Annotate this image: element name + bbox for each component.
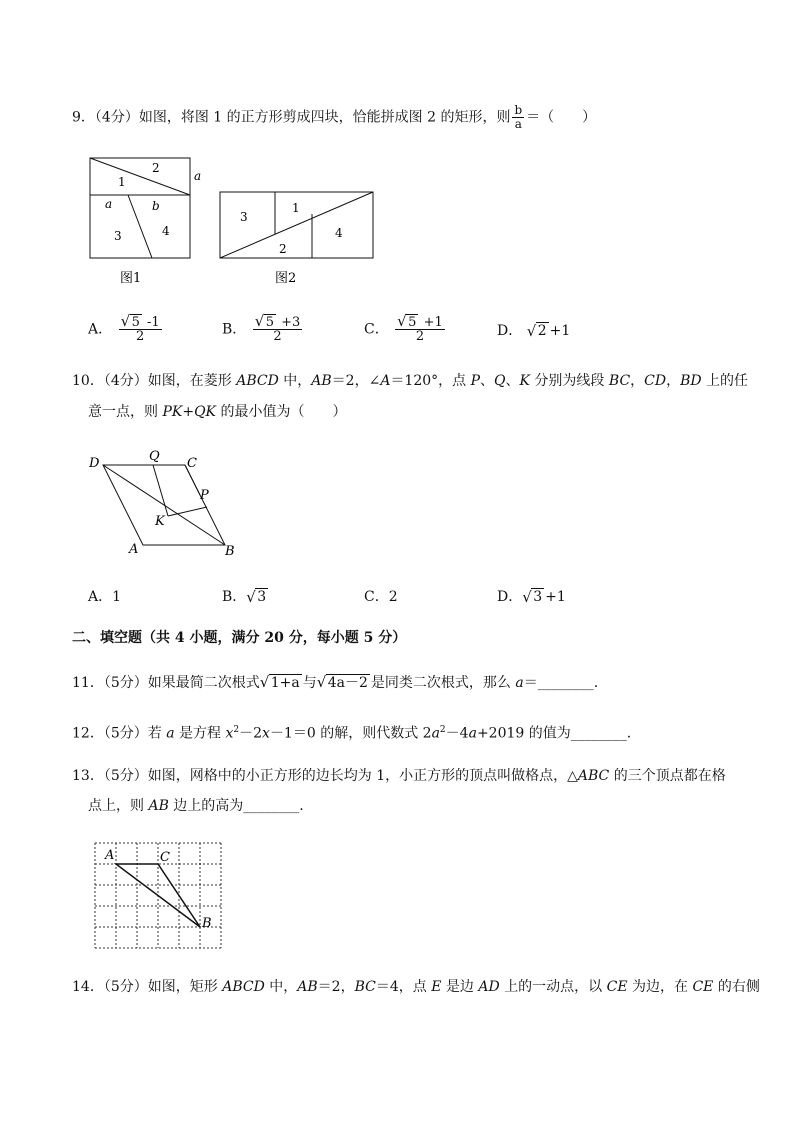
text: ， — [666, 373, 681, 389]
radicand: 3 — [257, 589, 267, 605]
option-rest: +1 — [419, 315, 443, 330]
q10-number: 10． — [72, 373, 104, 389]
var: a — [515, 675, 524, 691]
q9-text: 如图，将图 1 的正方形剪成四块，恰能拼成图 2 的矩形，则 — [138, 109, 511, 126]
q13-stem-line1 — [72, 766, 726, 786]
text: 意一点，则 — [88, 404, 163, 420]
text: －1＝0 的解，则代数式 2 — [269, 725, 432, 742]
option-text: 2 — [388, 589, 398, 605]
text: 中， — [264, 979, 298, 995]
var: PK+QK — [162, 404, 216, 420]
text: －4 — [445, 725, 469, 742]
var: ABCD — [222, 979, 265, 995]
grid-label-C: C — [160, 850, 170, 865]
text: 的三个顶点都在格 — [609, 768, 726, 784]
option-letter: C． — [364, 589, 389, 605]
grid-label-B: B — [202, 916, 212, 931]
q11-number: 11． — [72, 675, 104, 691]
var: AB — [148, 798, 169, 814]
option-letter: D． — [497, 589, 523, 605]
option-fraction: √ 5 -1 2 — [120, 312, 160, 344]
q9-fraction-numerator: b — [514, 103, 523, 117]
text: ＝120°，点 — [390, 373, 471, 389]
label-D: D — [89, 456, 100, 471]
var: K — [519, 373, 530, 389]
fig2-label-1: 1 — [292, 201, 300, 215]
text: 上的一动点，以 — [499, 979, 607, 995]
fig1-label-a-bottom: a — [105, 197, 113, 211]
text: 若 — [147, 725, 167, 742]
text: ＝________. — [523, 675, 599, 691]
var: a — [468, 725, 477, 742]
option-rest: +3 — [277, 315, 301, 330]
option-letter: C． — [364, 321, 389, 338]
q10-stem-line2 — [88, 402, 346, 422]
q9-option-d[interactable]: D． √ 2 +1 — [497, 322, 571, 340]
option-text: 1 — [112, 589, 122, 605]
text: ＝2， — [317, 979, 355, 995]
radicand: 3 — [533, 589, 543, 605]
var: ABC — [577, 768, 610, 784]
q9-stem — [72, 104, 596, 131]
q10-option-b[interactable]: B． √ 3 — [222, 588, 267, 606]
q9-score: （4分） — [94, 109, 139, 126]
var: x — [262, 725, 270, 742]
q14-stem — [72, 977, 760, 997]
text: 中， — [278, 373, 312, 389]
text: 、 — [480, 373, 495, 389]
text: 如果最简二次根式 — [147, 675, 260, 691]
q9-figure-2 — [215, 185, 380, 290]
fig2-caption: 图2 — [275, 271, 297, 286]
fig1-label-3: 3 — [114, 229, 122, 243]
radicand: 5 — [265, 315, 275, 330]
radicand: 5 — [408, 315, 417, 330]
text: 如图，在菱形 — [147, 373, 237, 389]
fig1-label-b: b — [152, 199, 160, 213]
option-letter: A． — [88, 589, 113, 605]
text: 如图，矩形 — [147, 979, 223, 995]
q14-score: （5分） — [103, 979, 148, 995]
text: 、 — [505, 373, 520, 389]
label-A: A — [129, 542, 139, 557]
label-K: K — [155, 514, 165, 529]
q10-option-d[interactable]: D． √ 3 +1 — [497, 588, 566, 606]
var: P — [470, 373, 481, 389]
option-letter: B． — [222, 589, 247, 605]
radicand: 5 — [131, 315, 140, 330]
q11-score: （5分） — [103, 675, 148, 691]
var: AB — [297, 979, 318, 995]
q11-stem: 11．（5分）如果最简二次根式 √ 1+a 与 √ 4a－2 是同类二次根式，那么 a＝________. — [72, 673, 599, 691]
section-2-title: 二、填空题（共 4 小题，满分 20 分，每小题 5 分） — [72, 630, 407, 646]
option-rest: +1 — [549, 323, 571, 339]
q9-figure-1 — [80, 150, 215, 290]
var: a — [431, 725, 440, 742]
text: 如图，网格中的小正方形的边长均为 1，小正方形的顶点叫做格点，△ — [147, 768, 578, 784]
radicand: 1+a — [270, 675, 300, 691]
label-C: C — [187, 456, 197, 471]
q13-number: 13． — [72, 768, 104, 784]
q10-rhombus-figure — [85, 445, 245, 560]
option-rest: -1 — [142, 315, 160, 330]
option-den: 2 — [135, 329, 145, 344]
option-fraction: √ 5 +1 2 — [397, 312, 443, 344]
text: 分别为线段 — [529, 373, 609, 389]
option-den: 2 — [273, 329, 282, 344]
var: CE — [692, 979, 714, 995]
fig1-caption: 图1 — [120, 271, 142, 286]
text: 的右侧 — [713, 979, 760, 995]
radicand: 2 — [537, 323, 547, 339]
fig1-label-a-side: a — [194, 169, 202, 183]
fig2-label-3: 3 — [240, 210, 248, 224]
exponent: 2 — [233, 725, 240, 735]
q12-stem — [72, 720, 631, 744]
text: +2019 的值为________. — [476, 725, 632, 742]
option-letter: D． — [497, 323, 523, 339]
var: BC — [354, 979, 376, 995]
text: ＝4，点 — [375, 979, 432, 995]
var: a — [166, 725, 175, 742]
q10-option-c[interactable] — [364, 586, 398, 606]
text: ＝2，∠ — [331, 373, 381, 389]
text: 的最小值为（ ） — [216, 404, 347, 420]
option-rest: +1 — [545, 589, 566, 605]
label-Q: Q — [149, 449, 160, 464]
text: 为边，在 — [627, 979, 693, 995]
text: 是边 — [441, 979, 479, 995]
var: ABCD — [236, 373, 279, 389]
var: E — [431, 979, 442, 995]
fig1-label-4: 4 — [162, 224, 170, 238]
text: －2 — [239, 725, 263, 742]
var: AB — [311, 373, 332, 389]
q9-number: 9． — [72, 109, 95, 126]
fig1-label-2: 2 — [152, 161, 160, 175]
q13-grid-figure — [85, 835, 230, 955]
option-fraction: √ 5 +3 2 — [254, 312, 301, 344]
q9-fraction — [512, 104, 524, 131]
q13-score: （5分） — [103, 768, 148, 784]
q9-option-c[interactable] — [364, 312, 447, 344]
var: x — [225, 725, 234, 742]
option-letter: B． — [222, 321, 247, 338]
radicand: 4a－2 — [327, 675, 368, 691]
var: BC — [608, 373, 631, 389]
exponent: 2 — [439, 725, 446, 735]
label-B: B — [225, 544, 235, 559]
q9-fraction-denominator: a — [514, 117, 522, 131]
q9-paren: ＝（ ） — [526, 109, 597, 126]
fig1-label-1: 1 — [118, 175, 126, 189]
text: 点上，则 — [88, 798, 149, 814]
q12-number: 12． — [72, 725, 104, 742]
q9-option-a[interactable] — [88, 312, 164, 344]
option-den: 2 — [415, 329, 425, 344]
text: 边上的高为________. — [168, 798, 304, 814]
text: 是方程 — [174, 725, 226, 742]
text: 上的任 — [701, 373, 749, 389]
text: 是同类二次根式，那么 — [370, 675, 516, 691]
fig2-label-4: 4 — [335, 226, 343, 240]
option-letter: A． — [88, 321, 113, 338]
q10-stem-line1 — [72, 371, 748, 391]
var: CD — [644, 373, 667, 389]
grid-label-A: A — [105, 848, 115, 863]
fig2-label-2: 2 — [279, 242, 287, 256]
var: BD — [680, 373, 702, 389]
label-P: P — [200, 488, 209, 503]
var: AD — [478, 979, 500, 995]
q13-stem-line2 — [88, 796, 304, 816]
q14-number: 14． — [72, 979, 104, 995]
q12-score: （5分） — [103, 725, 148, 742]
q9-option-b[interactable] — [222, 312, 304, 344]
q10-score: （4分） — [103, 373, 148, 389]
var: Q — [494, 373, 506, 389]
var: A — [380, 373, 391, 389]
var: CE — [606, 979, 628, 995]
q10-option-a[interactable] — [88, 586, 121, 606]
text: ， — [630, 373, 645, 389]
text: 与 — [302, 675, 317, 691]
